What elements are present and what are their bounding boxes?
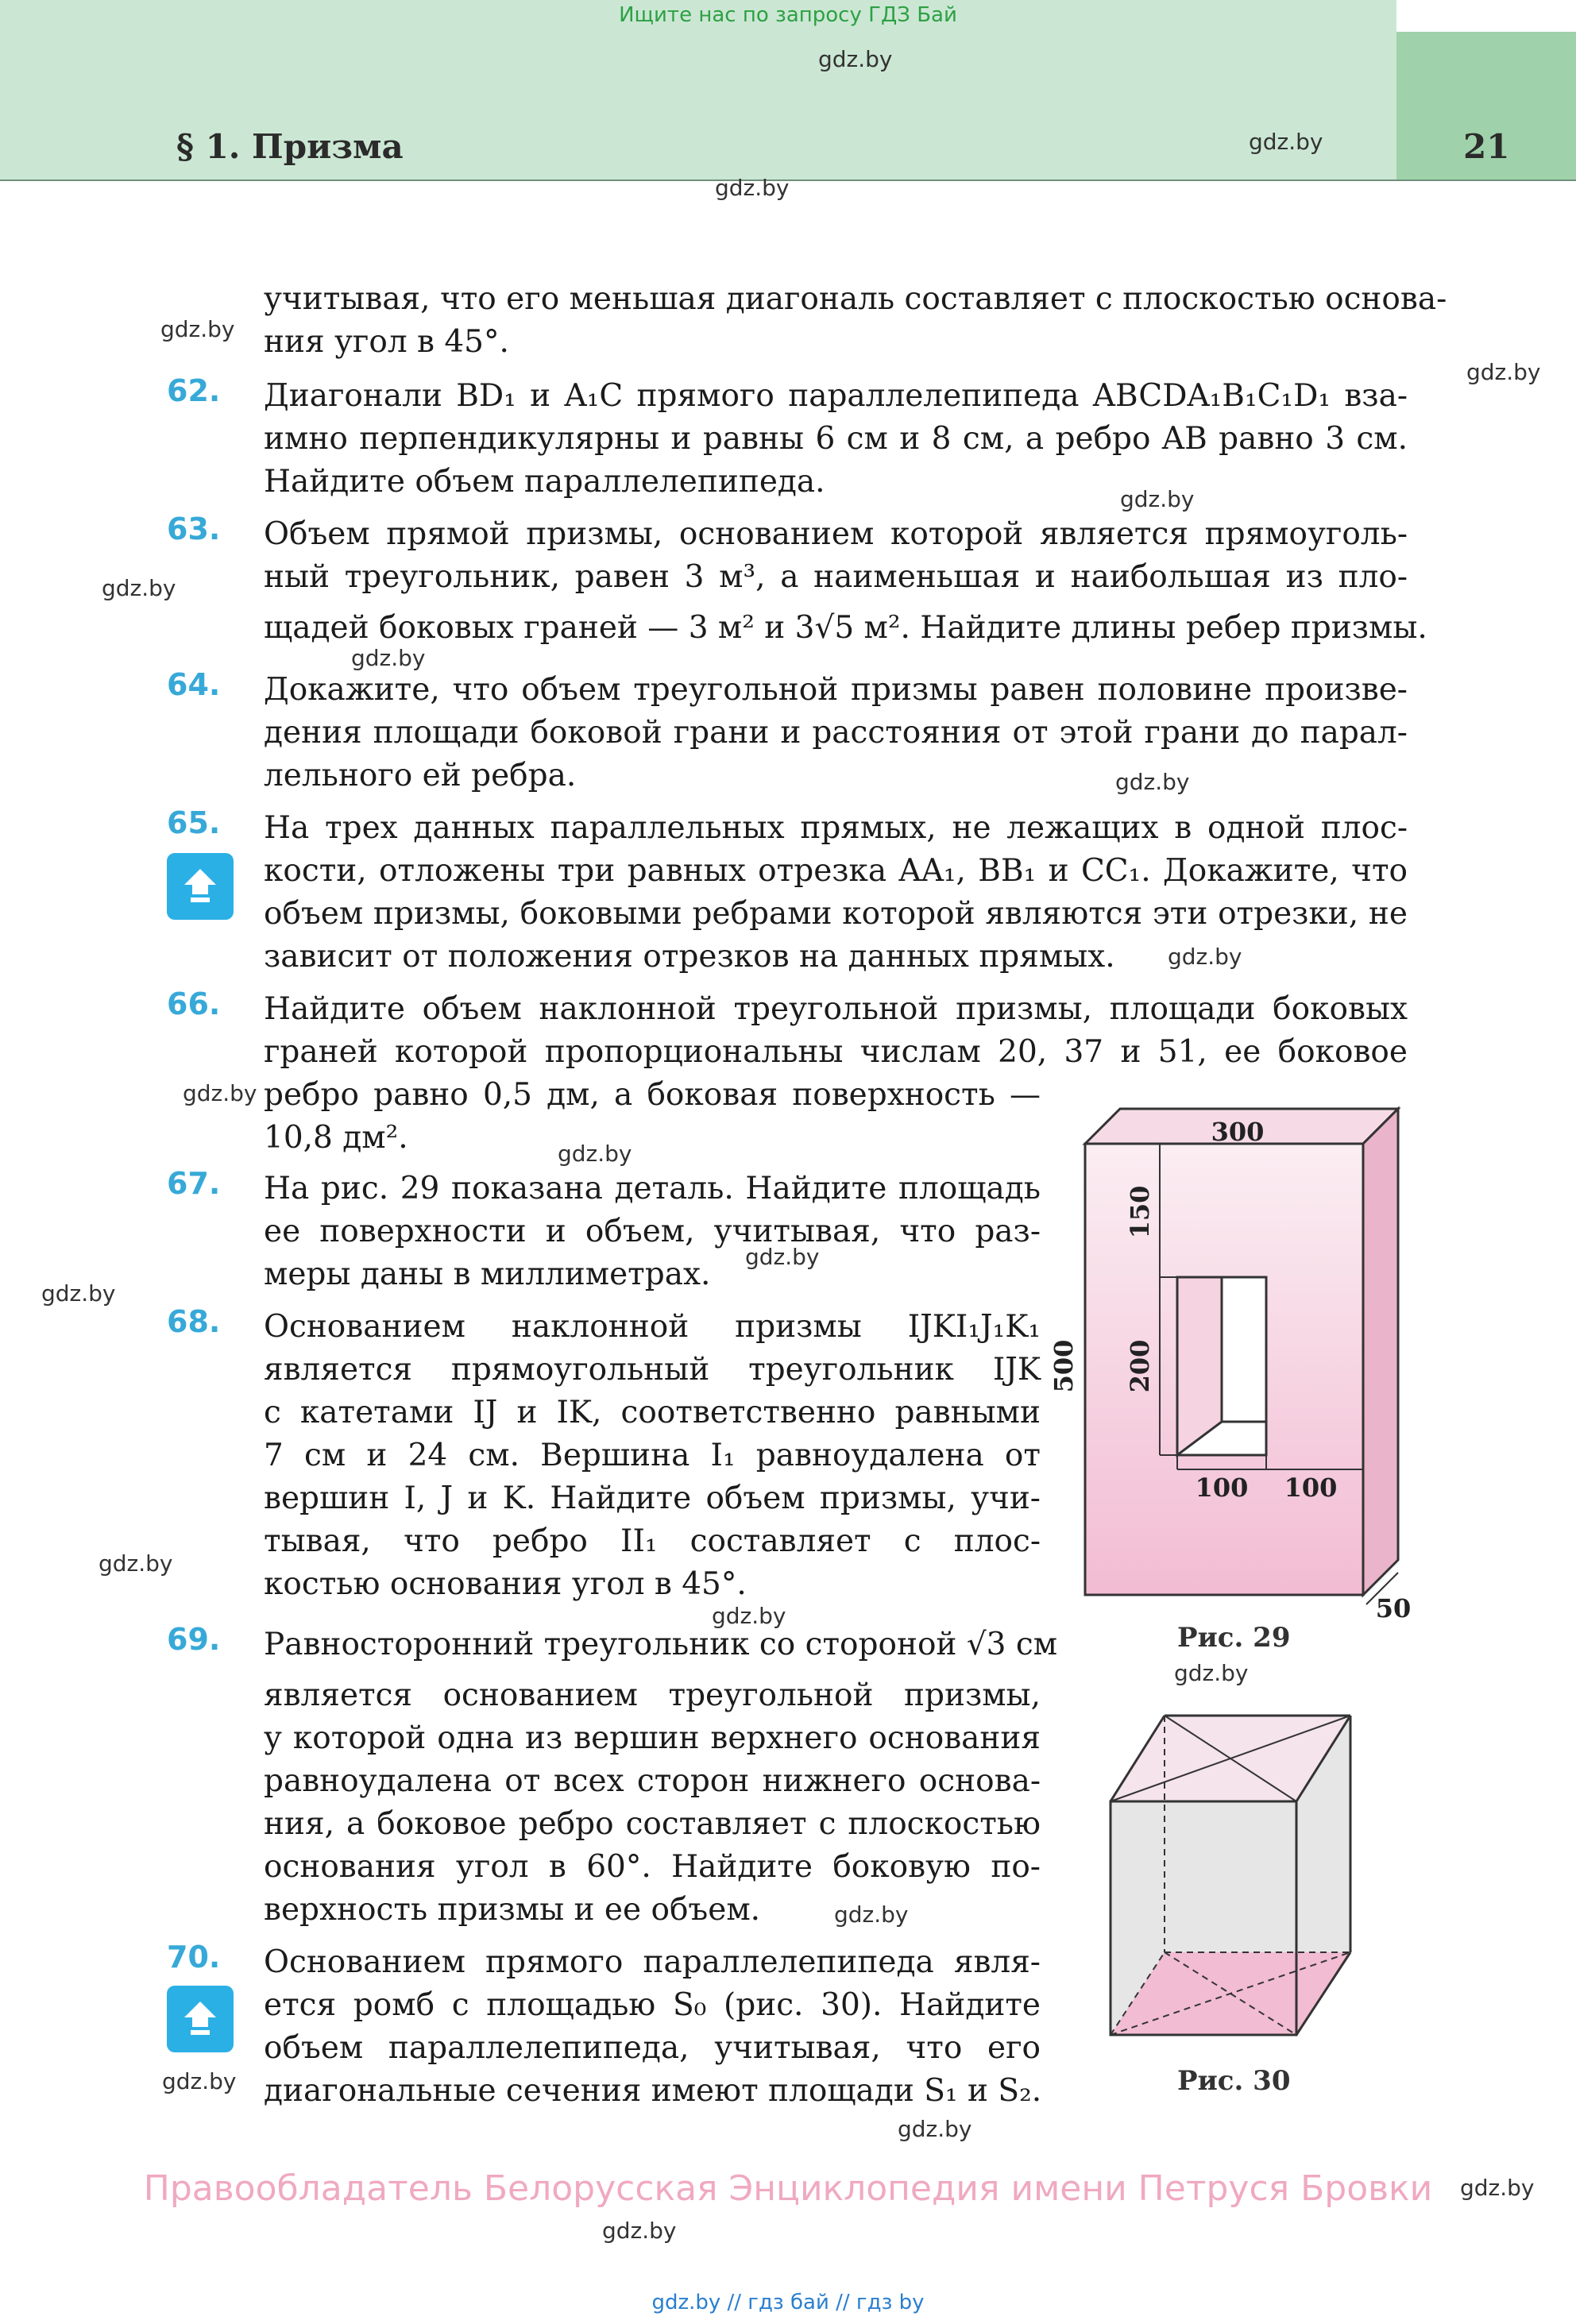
watermark: gdz.by [712, 1603, 786, 1629]
text-line: Равносторонний треугольник со стороной √3 см [264, 1627, 1058, 1662]
watermark: gdz.by [183, 1080, 257, 1106]
text-line: ный треугольник, равен 3 м³, а наименьшая и наибольшая из пло- [264, 559, 1408, 595]
watermark: gdz.by [602, 2218, 677, 2244]
text-line: ребро равно 0,5 дм, а боковая поверхность — [264, 1077, 1041, 1113]
watermark: gdz.by [1168, 944, 1242, 970]
problem-number: 62. [167, 373, 221, 408]
dim-w1: 100 [1195, 1473, 1249, 1503]
dim-depth: 50 [1375, 1593, 1412, 1623]
text-line: лельного ей ребра. [264, 758, 577, 793]
figure-caption: Рис. 30 [1177, 2065, 1291, 2097]
text-line: является основанием треугольной призмы, [264, 1677, 1041, 1713]
watermark: gdz.by [41, 1280, 116, 1307]
text-line: Найдите объем наклонной треугольной призмы, площади боковых [264, 991, 1408, 1027]
problem-number: 68. [167, 1304, 221, 1339]
dim-top: 300 [1211, 1117, 1265, 1147]
dim-window: 200 [1125, 1339, 1155, 1393]
text-line: основания угол в 60°. Найдите боковую по- [264, 1849, 1041, 1885]
text-line: диагональные сечения имеют площади S₁ и S₂. [264, 2073, 1042, 2109]
text-line: объем параллелепипеда, учитывая, что его [264, 2030, 1041, 2066]
watermark: gdz.by [1460, 2175, 1535, 2201]
watermark: gdz.by [160, 316, 235, 342]
home-button[interactable] [167, 1986, 234, 2052]
problem-number: 65. [167, 805, 221, 840]
problem-number: 70. [167, 1940, 221, 1975]
text-line: На рис. 29 показана деталь. Найдите площадь [264, 1171, 1041, 1206]
text-line: меры даны в миллиметрах. [264, 1257, 711, 1292]
side-face [1363, 1109, 1398, 1595]
home-button[interactable] [167, 853, 234, 920]
text-line: ее поверхности и объем, учитывая, что раз- [264, 1214, 1041, 1249]
text-line: Объем прямой призмы, основанием которой является прямоуголь- [264, 516, 1408, 552]
text-line: объем призмы, боковыми ребрами которой являются эти отрезки, не [264, 896, 1408, 932]
watermark: gdz.by [1115, 769, 1190, 795]
text-line: зависит от положения отрезков на данных прямых. [264, 939, 1115, 975]
problem-number: 66. [167, 986, 221, 1021]
text-line: Найдите объем параллелепипеда. [264, 464, 825, 500]
text-line: имно перпендикулярны и равны 6 см и 8 см, а ребро AB равно 3 см. [264, 421, 1408, 457]
text-line: является прямоугольный треугольник IJK [264, 1352, 1041, 1388]
text-line: Диагонали BD₁ и A₁C прямого параллелепипеда ABCDA₁B₁C₁D₁ вза- [264, 378, 1408, 414]
watermark: gdz.by [351, 645, 426, 671]
figure-caption: Рис. 29 [1177, 1622, 1291, 1654]
text-line: ния, а боковое ребро составляет с плоскостью [264, 1806, 1041, 1842]
watermark: gdz.by [98, 1550, 173, 1577]
text-line: ния угол в 45°. [264, 324, 509, 360]
watermark: gdz.by [102, 575, 176, 601]
figure-29-drawing [1049, 1096, 1422, 1636]
dim-w2: 100 [1284, 1473, 1338, 1503]
problem-number: 69. [167, 1622, 221, 1657]
footer-links[interactable]: gdz.by // гдз бай // гдз by [651, 2291, 925, 2314]
watermark: gdz.by [1466, 359, 1541, 385]
watermark: gdz.by [745, 1244, 820, 1270]
watermark: gdz.by [1174, 1660, 1249, 1686]
text-line: у которой одна из вершин верхнего основания [264, 1720, 1041, 1756]
watermark: gdz.by [1120, 486, 1195, 512]
page-number: 21 [1463, 127, 1510, 166]
text-line: тывая, что ребро II₁ составляет с плос- [264, 1523, 1041, 1559]
house-icon [183, 2000, 218, 2038]
watermark: gdz.by [898, 2116, 972, 2142]
text-line: Основанием наклонной призмы IJKI₁J₁K₁ [264, 1309, 1041, 1345]
house-icon [183, 867, 218, 905]
text-line: равноудалена от всех сторон нижнего основа- [264, 1763, 1041, 1799]
watermark: gdz.by [834, 1901, 909, 1928]
problem-number: 67. [167, 1166, 221, 1201]
text-line: учитывая, что его меньшая диагональ составляет с плоскостью основа- [264, 281, 1447, 317]
text-line: 10,8 дм². [264, 1120, 408, 1156]
text-line: ется ромб с площадью S₀ (рис. 30). Найдите [264, 1987, 1041, 2023]
text-line: щадей боковых граней — 3 м² и 3√5 м². Найдите длины ребер призмы. [264, 610, 1427, 646]
copyright-notice: Правообладатель Белорусская Энциклопедия имени Петруся Бровки [143, 2168, 1433, 2209]
search-hint-link[interactable]: Ищите нас по запросу ГДЗ Бай [619, 3, 957, 27]
text-line: граней которой пропорциональны числам 20, 37 и 51, ее боковое [264, 1034, 1408, 1070]
watermark: gdz.by [1249, 129, 1323, 155]
watermark: gdz.by [818, 46, 893, 72]
watermark: gdz.by [558, 1141, 632, 1167]
text-line: Докажите, что объем треугольной призмы равен половине произве- [264, 672, 1408, 708]
text-line: кости, отложены три равных отрезка AA₁, BB₁ и CC₁. Докажите, что [264, 853, 1408, 889]
figure-30-drawing [1096, 1708, 1366, 2041]
text-line: дения площади боковой грани и расстояния от этой грани до парал- [264, 715, 1408, 751]
text-line: костью основания угол в 45°. [264, 1566, 747, 1602]
text-line: с катетами IJ и IK, соответственно равными [264, 1395, 1041, 1430]
text-line: Основанием прямого параллелепипеда явля- [264, 1944, 1041, 1980]
text-line: На трех данных параллельных прямых, не лежащих в одной плос- [264, 810, 1408, 846]
dim-height: 500 [1049, 1339, 1079, 1393]
problem-number: 63. [167, 512, 221, 546]
watermark: gdz.by [162, 2068, 237, 2094]
text-line: 7 см и 24 см. Вершина I₁ равноудалена от [264, 1438, 1041, 1473]
section-title: § 1. Призма [176, 127, 404, 166]
dim-upper: 150 [1125, 1185, 1155, 1239]
text-line: вершин I, J и K. Найдите объем призмы, учи- [264, 1480, 1041, 1516]
text-line: верхность призмы и ее объем. [264, 1892, 761, 1928]
watermark: gdz.by [715, 175, 790, 201]
problem-number: 64. [167, 667, 221, 702]
